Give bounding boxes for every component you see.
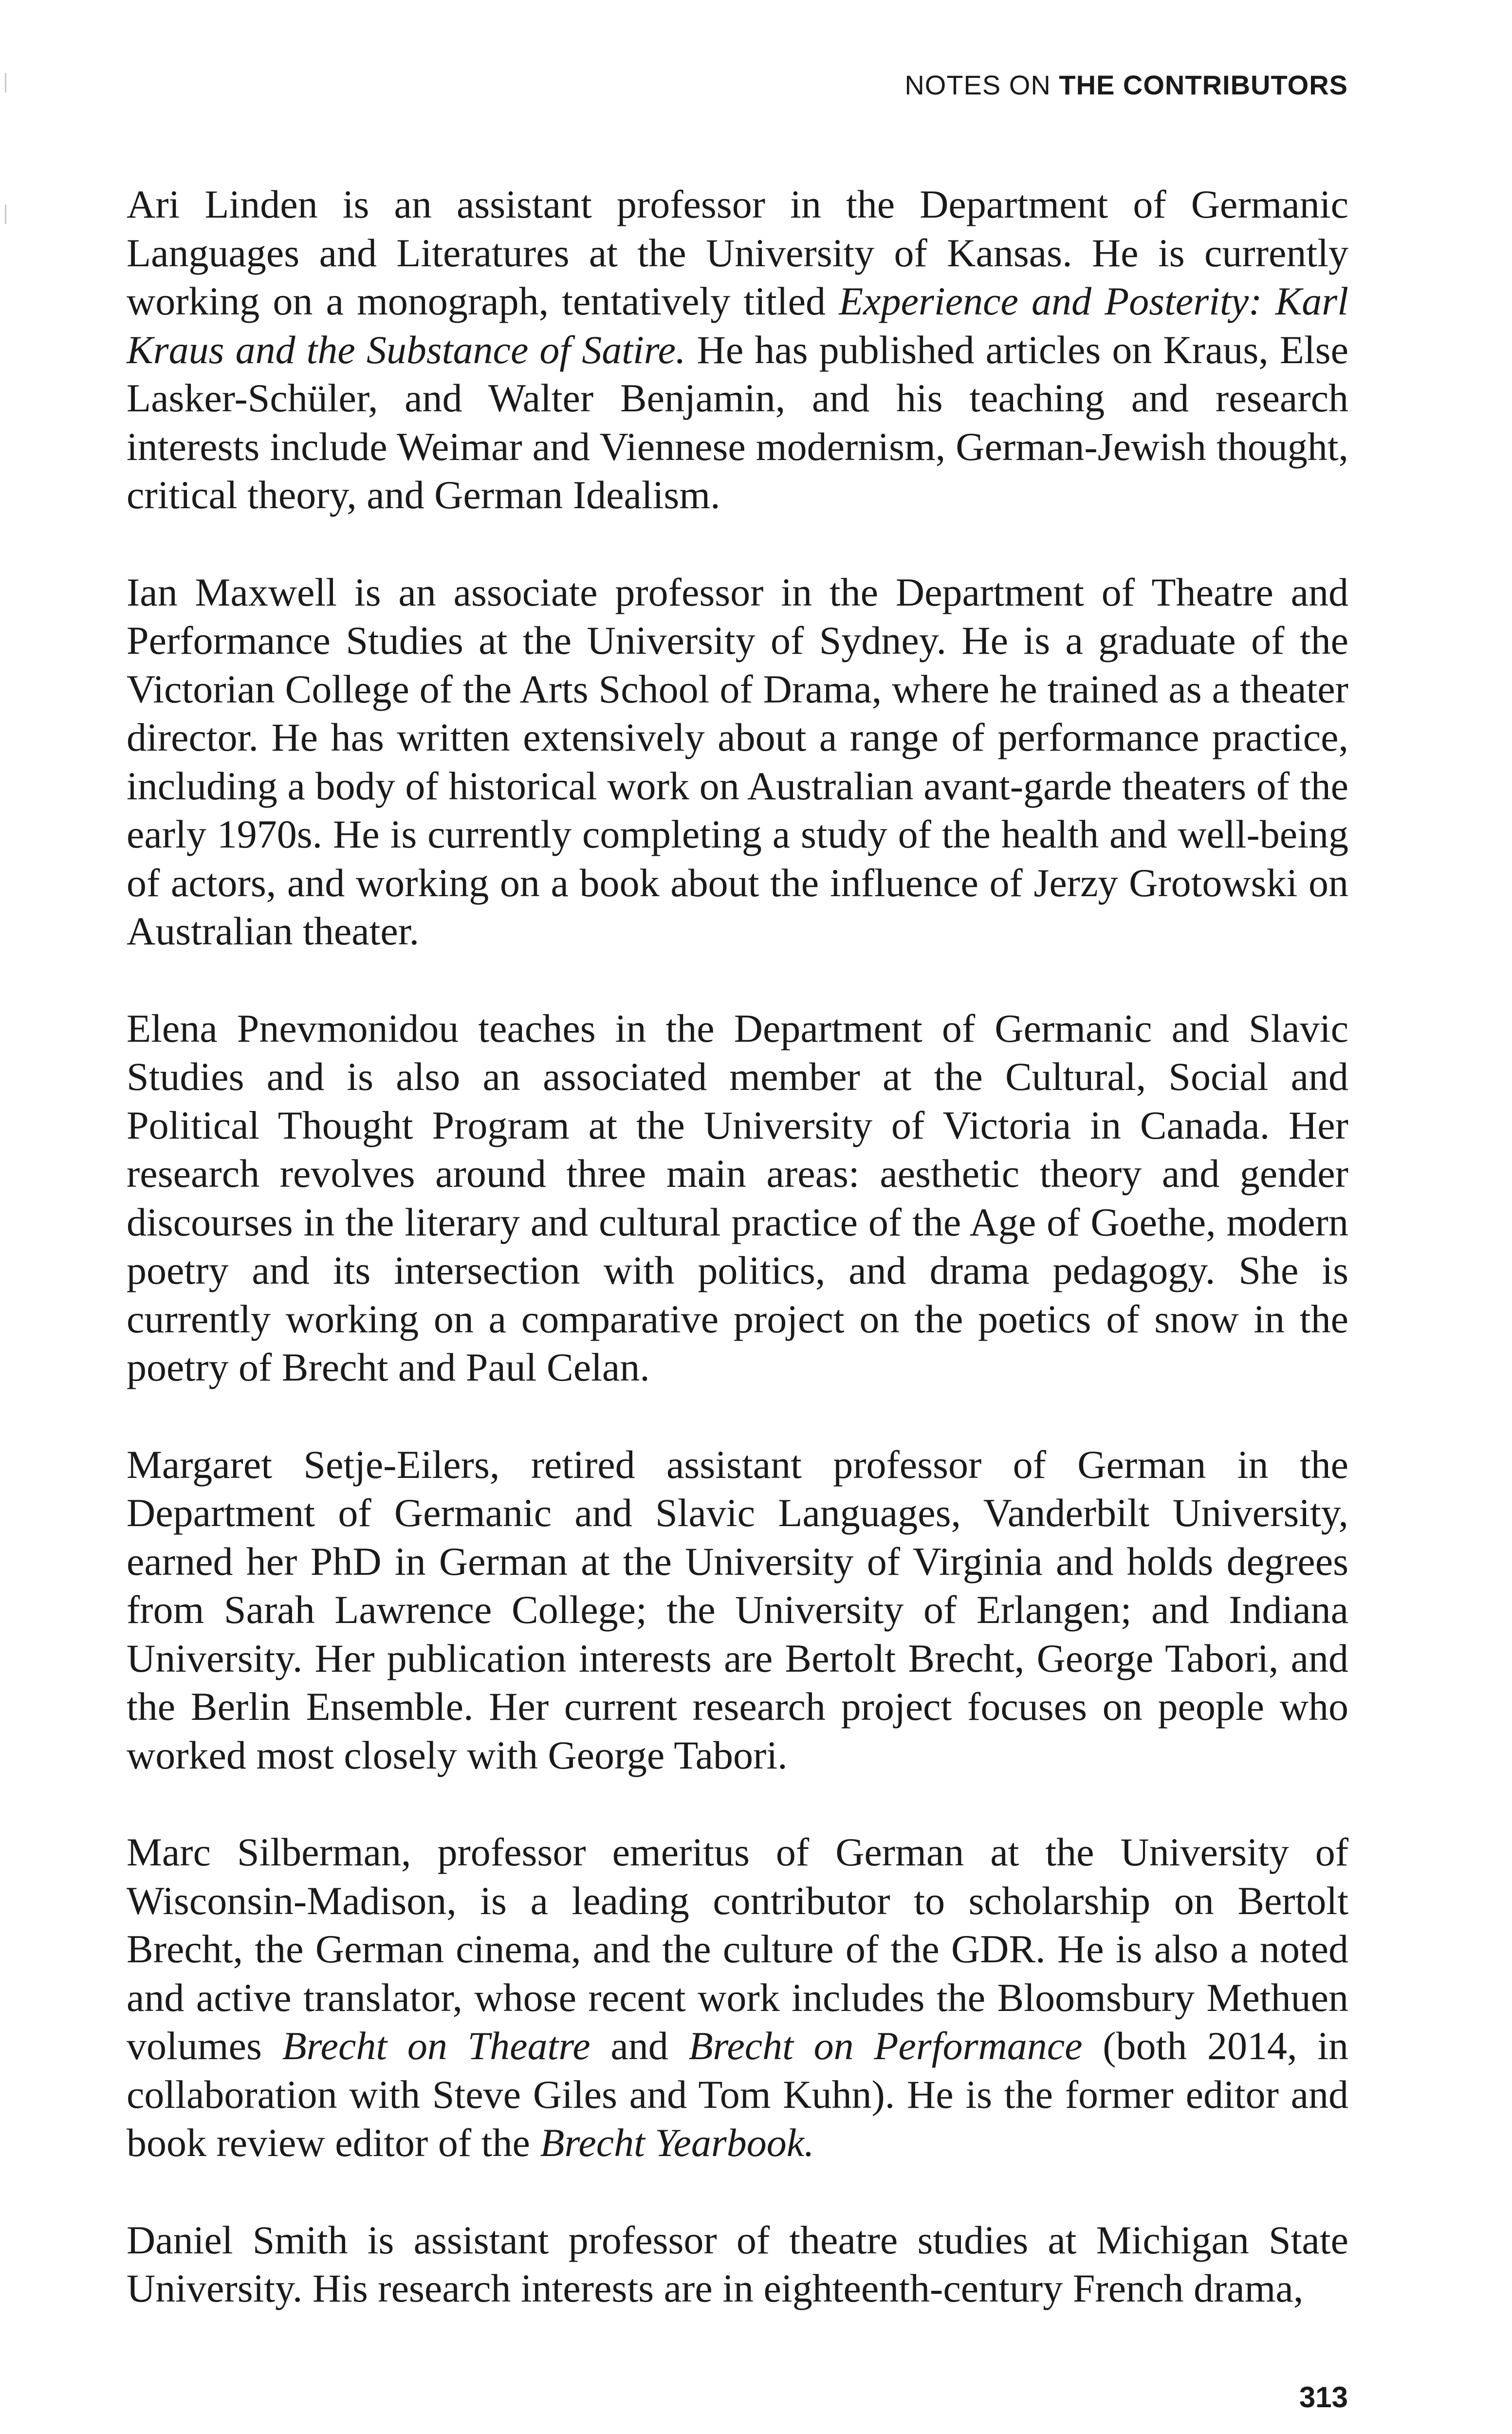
bio-text: Daniel Smith is assistant professor of theatre studies at Michigan State University. His research interests are in eighteenth-century French drama,: [127, 2217, 1348, 2310]
bio-text: Elena Pnevmonidou teaches in the Department of Germanic and Slavic Studies and is also an associated member at the Cultural, Social and Political Thought Program at the University of Victoria in Canada. Her research revolves around three main areas: aesthetic theory and gender discourses in the literary and cultural practice of the Age of Goethe, modern poetry and its intersection with politics, and drama pedagogy. She is currently working on a comparative project on the poetics of snow in the poetry of Brecht and Paul Celan.: [127, 1006, 1348, 1389]
bio-elena-pnevmonidou: [127, 1004, 1348, 1392]
scan-margin-mark: [5, 204, 6, 224]
bio-text: Marc Silberman, professor emeritus of German at the University of Wisconsin-Madison, is a leading contributor to scholarship on Bertolt Brecht, the German cinema, and the culture of the GDR. He is also a noted and active translator, whose recent work includes the Bloomsbury Methuen volumes: [127, 1830, 1348, 2068]
italic-title: Brecht on Performance: [688, 2024, 1083, 2068]
bio-text: and: [590, 2024, 689, 2068]
page-number: 313: [1299, 2381, 1348, 2414]
bio-text: (both 2014, in collaboration with Steve Giles and Tom Kuhn). He is the former editor and book review editor of the: [127, 2024, 1349, 2165]
running-head: [904, 69, 1348, 101]
contributor-notes: [127, 180, 1348, 2361]
scan-margin-mark: [5, 73, 6, 92]
bio-margaret-setje-eilers: [127, 1440, 1348, 1780]
bio-text: Margaret Setje-Eilers, retired assistant professor of German in the Department of Germanic and Slavic Languages, Vanderbilt University, earned her PhD in German at the University of Virginia and holds degrees from Sarah Lawrence College; the University of Erlangen; and Indiana University. Her publication interests are Bertolt Brecht, George Tabori, and the Berlin Ensemble. Her current research project focuses on people who worked most closely with George Tabori.: [127, 1442, 1348, 1777]
bio-ian-maxwell: [127, 568, 1348, 956]
bio-marc-silberman: [127, 1828, 1348, 2167]
running-head-bold: THE CONTRIBUTORS: [1059, 70, 1348, 100]
italic-title: Brecht Yearbook.: [540, 2121, 814, 2165]
bio-text: Ari Linden is an assistant professor in the Department of Germanic Languages and Literatures at the University of Kansas. He is currently working on a monograph, tentatively titled: [127, 182, 1348, 323]
bio-text: He has published articles on Kraus, Else Lasker-Schüler, and Walter Benjamin, and his teaching and research interests include Weimar and Viennese modernism, German-Jewish thought, critical theory, and German Idealism.: [127, 327, 1348, 517]
italic-title: Experience and Posterity: Karl Kraus and the Substance of Satire.: [127, 279, 1348, 372]
running-head-light: NOTES ON: [904, 70, 1059, 100]
bio-ari-linden: [127, 180, 1348, 519]
italic-title: Brecht on Theatre: [282, 2024, 590, 2068]
bio-text: Ian Maxwell is an associate professor in the Department of Theatre and Performance Studies at the University of Sydney. He is a graduate of the Victorian College of the Arts School of Drama, where he trained as a theater director. He has written extensively about a range of performance practice, including a body of historical work on Australian avant-garde theaters of the early 1970s. He is currently completing a study of the health and well-being of actors, and working on a book about the influence of Jerzy Grotowski on Australian theater.: [127, 570, 1348, 953]
bio-daniel-smith: [127, 2216, 1348, 2313]
